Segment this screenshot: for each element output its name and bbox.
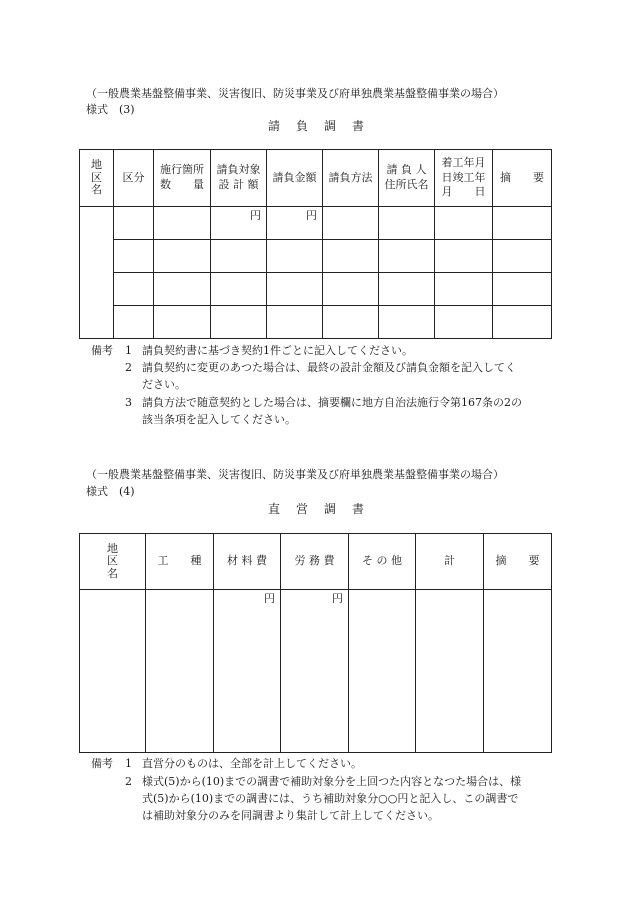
form4-header-row (80, 534, 552, 590)
form3-note1-text: 請負契約書に基づき契約1件ごとに記入してください。 (142, 344, 413, 357)
form4-note2-text-line3: は補助対象分のみを同調書より集計して計上してください。 (142, 809, 439, 822)
table-cell[interactable] (379, 273, 435, 306)
table-cell[interactable] (435, 207, 493, 240)
form3-subtitle: （一般農業基盤整備事業、災害復旧、防災事業及び府単独農業基盤整備事業の場合） (86, 87, 504, 100)
table-cell[interactable] (154, 207, 211, 240)
form4-note2-text-line1: 様式(5)から(10)までの調書で補助対象分を上回つた内容となつた場合は、様 (142, 775, 522, 788)
form3-header-row (80, 150, 552, 207)
form3-note2-text-line2: ださい。 (142, 378, 186, 391)
table-cell[interactable] (114, 240, 154, 273)
form4-note2-text-line2: 式(5)から(10)までの調書には、うち補助対象分○○円と記入し、この調書で (142, 792, 519, 805)
form4-notes-label: 備考 (91, 757, 113, 770)
form3-header-design-amount-line2: 設 計 額 (218, 178, 259, 191)
table-cell[interactable] (435, 240, 493, 273)
table-cell[interactable] (323, 273, 379, 306)
form3-header-design-amount (211, 150, 267, 207)
table-cell[interactable] (323, 240, 379, 273)
form3-district-cell[interactable] (80, 207, 114, 339)
table-cell[interactable] (323, 207, 379, 240)
table-cell[interactable] (114, 273, 154, 306)
form3-note3-text-line2: 該当条項を記入してください。 (142, 413, 296, 426)
form3-title: 請負調書 (268, 119, 381, 133)
form3-header-site-quantity-line1: 施行箇所 (160, 163, 204, 177)
table-cell[interactable] (379, 207, 435, 240)
table-cell[interactable] (349, 590, 416, 753)
table-cell[interactable] (154, 306, 211, 339)
form4-header-total: 計 (416, 534, 484, 590)
table-cell[interactable] (114, 306, 154, 339)
form3-note1-num: 1 (125, 344, 132, 357)
form4-title: 直営調書 (268, 502, 381, 516)
form3-header-dates-line1: 着工年月 (441, 155, 486, 169)
table-cell[interactable] (484, 590, 552, 753)
table-cell[interactable] (267, 240, 323, 273)
form4-subtitle: （一般農業基盤整備事業、災害復旧、防災事業及び府単独農業基盤整備事業の場合） (86, 468, 504, 481)
table-row (80, 207, 552, 240)
form4-header-work-type: 工 種 (146, 534, 214, 590)
form3-note3-text-line1: 請負方法で随意契約とした場合は、摘要欄に地方自治法施行令第167条の2の (142, 396, 522, 409)
form4-material-cost-cell[interactable]: 円 (214, 590, 281, 753)
form4-table (79, 533, 552, 753)
table-cell[interactable] (211, 273, 267, 306)
form3-header-contractor-line2: 住所氏名 (384, 178, 429, 191)
form4-header-material-cost: 材 料 費 (214, 534, 281, 590)
form3-header-site-quantity-line2: 数 量 (160, 178, 204, 191)
form4-header-labor-cost: 労 務 費 (281, 534, 349, 590)
table-cell[interactable] (114, 207, 154, 240)
table-cell[interactable] (416, 590, 484, 753)
table-cell[interactable] (435, 306, 493, 339)
form3-header-district: 地 区 名 (80, 150, 114, 207)
table-cell[interactable] (493, 240, 552, 273)
form4-labor-cost-cell[interactable]: 円 (281, 590, 349, 753)
table-cell[interactable] (211, 306, 267, 339)
table-cell[interactable] (323, 306, 379, 339)
table-cell[interactable] (379, 240, 435, 273)
table-cell[interactable] (80, 590, 146, 753)
table-row (80, 273, 552, 306)
table-cell[interactable] (211, 240, 267, 273)
form3-header-contractor (379, 150, 435, 207)
form4-header-other: そ の 他 (349, 534, 416, 590)
table-cell[interactable] (493, 207, 552, 240)
table-cell[interactable] (146, 590, 214, 753)
form3-header-remarks: 摘 要 (493, 150, 552, 207)
form4-label: 様式 (4) (86, 485, 135, 498)
form3-header-dates-line2: 日竣工年 (441, 170, 486, 184)
form3-header-contractor-line1: 請 負 人 (386, 163, 427, 177)
form3-notes-label: 備考 (91, 344, 113, 357)
form3-design-amount-cell[interactable]: 円 (211, 207, 267, 240)
form4-note1-text: 直営分のものは、全部を計上してください。 (142, 757, 362, 770)
table-cell[interactable] (379, 306, 435, 339)
form3-header-contract-amount: 請負金額 (267, 150, 323, 207)
form3-label: 様式 (3) (86, 103, 135, 116)
table-cell[interactable] (267, 273, 323, 306)
form3-header-contract-method: 請負方法 (323, 150, 379, 207)
table-row (80, 590, 552, 753)
table-cell[interactable] (154, 273, 211, 306)
table-cell[interactable] (493, 306, 552, 339)
form3-note3-num: 3 (125, 396, 132, 409)
table-row (80, 306, 552, 339)
form3-contract-amount-cell[interactable]: 円 (267, 207, 323, 240)
form4-note1-num: 1 (125, 757, 132, 770)
table-cell[interactable] (154, 240, 211, 273)
table-cell[interactable] (493, 273, 552, 306)
form4-header-remarks: 摘 要 (484, 534, 552, 590)
form3-table (79, 149, 552, 339)
form3-header-dates-line3: 月 日 (441, 185, 486, 199)
form3-header-dates (435, 150, 493, 207)
table-cell[interactable] (435, 273, 493, 306)
table-cell[interactable] (267, 306, 323, 339)
form3-header-site-quantity (154, 150, 211, 207)
form4-header-district: 地 区 名 (80, 534, 146, 590)
form3-header-design-amount-line1: 請負対象 (216, 163, 261, 177)
table-row (80, 240, 552, 273)
form3-note2-num: 2 (125, 361, 132, 374)
form3-note2-text-line1: 請負契約に変更のあつた場合は、最終の設計金額及び請負金額を記入してく (142, 361, 516, 374)
form3-header-category: 区分 (114, 150, 154, 207)
form4-note2-num: 2 (125, 775, 132, 788)
